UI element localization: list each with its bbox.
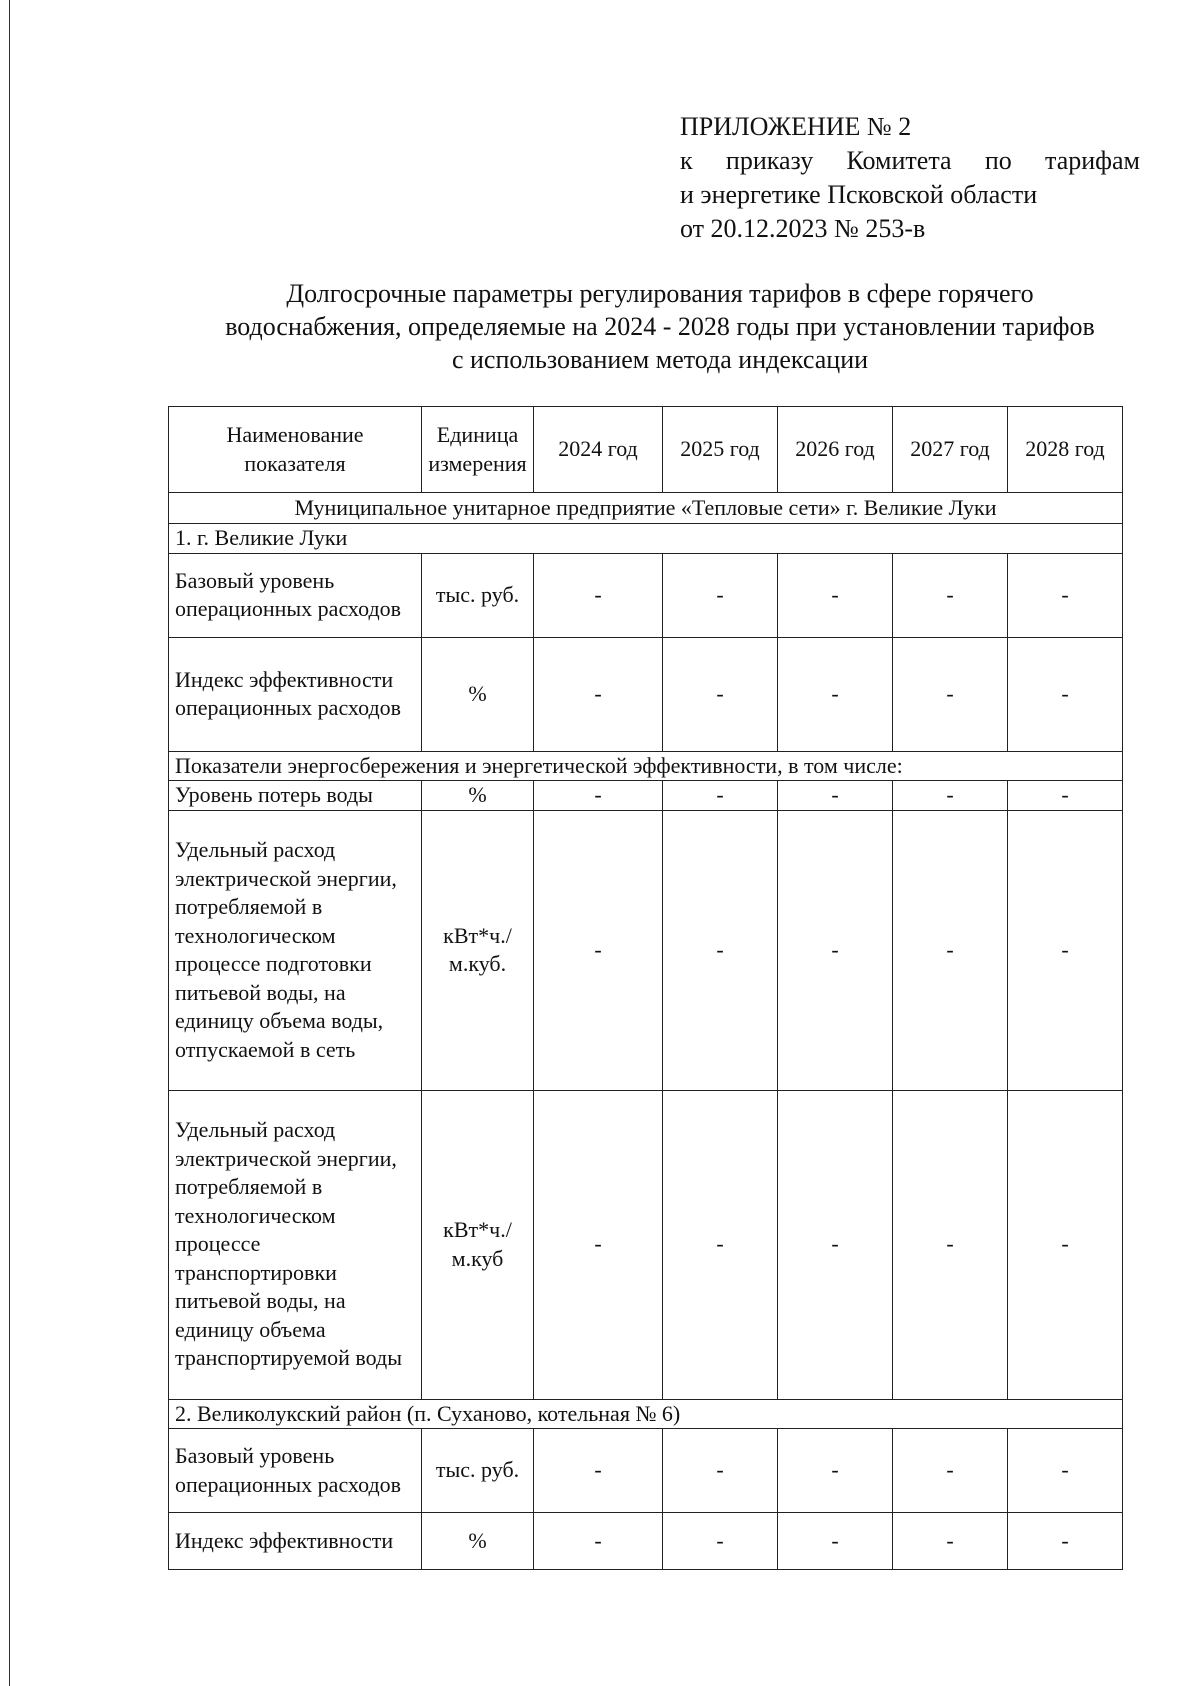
table-row [169, 1429, 1123, 1513]
cell-2028: - [1008, 810, 1123, 1090]
cell-2026: - [778, 810, 893, 1090]
parameters-table [168, 406, 1123, 1570]
title-line-2: водоснабжения, определяемые на 2024 - 2028 годы при установлении тарифов [225, 312, 1095, 341]
row-name: Индекс эффективности операционных расходов [169, 637, 422, 751]
cell-2027: - [893, 637, 1008, 751]
cell-2025: - [663, 1513, 778, 1570]
cell-2026: - [778, 1429, 893, 1513]
cell-2028: - [1008, 637, 1123, 751]
cell-2025: - [663, 1429, 778, 1513]
section-row [169, 524, 1123, 554]
cell-2027: - [893, 553, 1008, 637]
row-name: Уровень потерь воды [169, 781, 422, 811]
table-row [169, 553, 1123, 637]
row-unit: % [422, 1513, 534, 1570]
row-unit: тыс. руб. [422, 553, 534, 637]
energy-section-title: Показатели энергосбережения и энергетической эффективности, в том числе: [169, 751, 1123, 781]
cell-2026: - [778, 781, 893, 811]
document-title [170, 277, 1150, 376]
cell-2024: - [534, 1429, 663, 1513]
cell-2025: - [663, 637, 778, 751]
cell-2028: - [1008, 553, 1123, 637]
header-2028: 2028 год [1008, 407, 1123, 493]
title-line-1: Долгосрочные параметры регулирования тарифов в сфере горячего [286, 279, 1034, 308]
row-unit: кВт*ч./м.куб [422, 1090, 534, 1399]
header-2024: 2024 год [534, 407, 663, 493]
cell-2024: - [534, 1513, 663, 1570]
annex-date-line: от 20.12.2023 № 253-в [680, 214, 926, 243]
cell-2028: - [1008, 781, 1123, 811]
cell-2025: - [663, 810, 778, 1090]
section-title-2: 2. Великолукский район (п. Суханово, котельная № 6) [169, 1399, 1123, 1429]
table-row [169, 637, 1123, 751]
title-line-3: с использованием метода индексации [451, 345, 869, 374]
header-2025: 2025 год [663, 407, 778, 493]
section-row [169, 751, 1123, 781]
row-unit: тыс. руб. [422, 1429, 534, 1513]
cell-2027: - [893, 1513, 1008, 1570]
cell-2025: - [663, 1090, 778, 1399]
annex-authority-line: и энергетике Псковской области [680, 180, 1038, 209]
cell-2028: - [1008, 1513, 1123, 1570]
row-unit: % [422, 781, 534, 811]
annex-header [680, 110, 1140, 246]
annex-order-line: к приказу Комитета по тарифам [680, 146, 1140, 175]
section-row [169, 1399, 1123, 1429]
annex-number: ПРИЛОЖЕНИЕ № 2 [680, 112, 912, 141]
cell-2025: - [663, 781, 778, 811]
org-row [169, 493, 1123, 524]
cell-2026: - [778, 553, 893, 637]
org-name: Муниципальное унитарное предприятие «Тепловые сети» г. Великие Луки [169, 493, 1123, 524]
cell-2026: - [778, 1090, 893, 1399]
cell-2027: - [893, 810, 1008, 1090]
cell-2024: - [534, 637, 663, 751]
row-unit: % [422, 637, 534, 751]
header-name: Наименование показателя [169, 407, 422, 493]
header-2026: 2026 год [778, 407, 893, 493]
row-name: Базовый уровень операционных расходов [169, 1429, 422, 1513]
table-row [169, 810, 1123, 1090]
row-name: Индекс эффективности [169, 1513, 422, 1570]
row-name: Базовый уровень операционных расходов [169, 553, 422, 637]
table-row [169, 1090, 1123, 1399]
header-unit: Единица измерения [422, 407, 534, 493]
cell-2025: - [663, 553, 778, 637]
page-left-edge [0, 0, 10, 1686]
cell-2026: - [778, 1513, 893, 1570]
cell-2028: - [1008, 1429, 1123, 1513]
cell-2024: - [534, 781, 663, 811]
table-header-row [169, 407, 1123, 493]
table-row [169, 1513, 1123, 1570]
cell-2024: - [534, 1090, 663, 1399]
header-2027: 2027 год [893, 407, 1008, 493]
cell-2024: - [534, 810, 663, 1090]
cell-2027: - [893, 1090, 1008, 1399]
row-unit: кВт*ч./м.куб. [422, 810, 534, 1090]
table-row [169, 781, 1123, 811]
cell-2028: - [1008, 1090, 1123, 1399]
cell-2024: - [534, 553, 663, 637]
row-name: Удельный расход электрической энергии, потребляемой в технологическом процессе транспортировки питьевой воды, на единицу объема транспортируемой воды [169, 1090, 422, 1399]
section-title-1: 1. г. Великие Луки [169, 524, 1123, 554]
row-name: Удельный расход электрической энергии, потребляемой в технологическом процессе подготовки питьевой воды, на единицу объема воды, отпускаемой в сеть [169, 810, 422, 1090]
cell-2026: - [778, 637, 893, 751]
cell-2027: - [893, 781, 1008, 811]
cell-2027: - [893, 1429, 1008, 1513]
